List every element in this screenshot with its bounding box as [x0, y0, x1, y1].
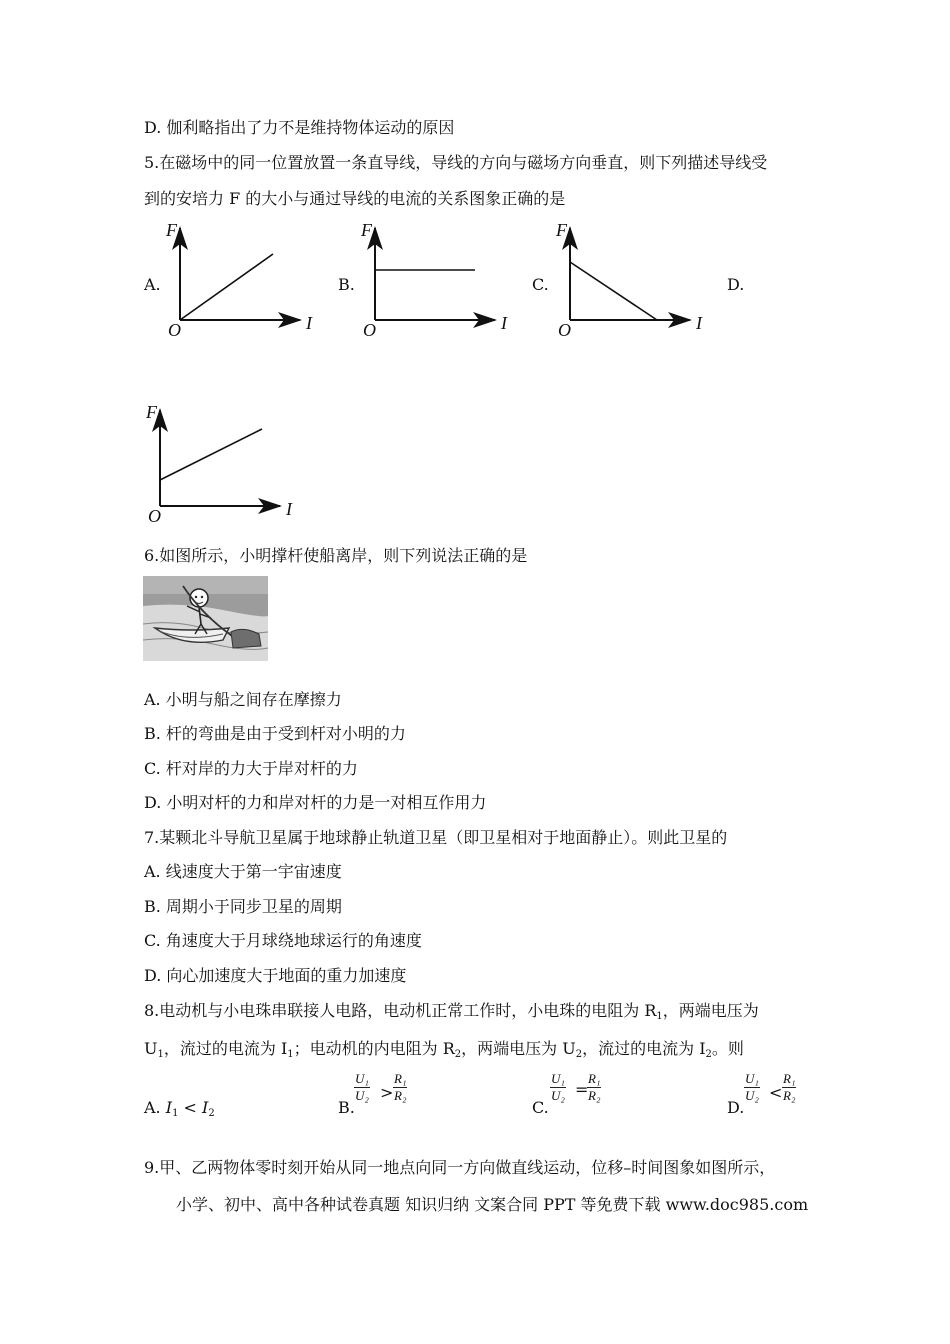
f-i-line	[570, 262, 657, 320]
x-axis-label: I	[286, 499, 292, 519]
graph-a	[160, 218, 330, 343]
q9-stem: 9.甲、乙两物体零时刻开始从同一地点向同一方向做直线运动，位移–时间图象如图所示，	[144, 1158, 776, 1177]
origin-label: O	[558, 320, 571, 340]
q5-label-b: B.	[338, 275, 355, 294]
y-axis-label: F	[361, 220, 372, 240]
q5-stem-line1: 5.在磁场中的同一位置放置一条直导线，导线的方向与磁场方向垂直，则下列描述导线受	[144, 153, 768, 172]
boat-illustration	[143, 576, 268, 661]
q8-b-frac-u: $\frac{\text{U₁}}{\text{U₂}}$	[355, 1071, 369, 1103]
q8-d-frac-u: $\frac{\text{U₁}}{\text{U₂}}$	[745, 1071, 759, 1103]
q7-option-b: B. 周期小于同步卫星的周期	[144, 897, 342, 916]
q5-label-d: D.	[727, 275, 745, 294]
x-axis-label: I	[306, 313, 312, 333]
origin-label: O	[363, 320, 376, 340]
page-footer: 小学、初中、高中各种试卷真题 知识归纳 文案合同 PPT 等免费下载 www.doc985.com	[176, 1195, 809, 1214]
y-axis-label: F	[146, 402, 157, 422]
q8-d-op: <	[769, 1083, 783, 1102]
graph-d	[140, 400, 310, 525]
f-i-line	[180, 254, 273, 320]
q8-option-c-label: C.	[532, 1098, 549, 1117]
f-i-line	[160, 429, 262, 480]
q8-option-b-label: B.	[338, 1098, 355, 1117]
graph-b	[355, 218, 525, 343]
q7-option-c: C. 角速度大于月球绕地球运行的角速度	[144, 931, 422, 950]
graph-c	[550, 218, 720, 343]
q5-label-a: A.	[144, 275, 161, 294]
q6-option-c: C. 杆对岸的力大于岸对杆的力	[144, 759, 358, 778]
q8-option-d-label: D.	[727, 1098, 745, 1117]
q8-c-frac-r: $\frac{\text{R₁}}{\text{R₂}}$	[588, 1071, 601, 1103]
q8-b-frac-r: $\frac{\text{R₁}}{\text{R₂}}$	[394, 1071, 407, 1103]
q8-c-op: =	[575, 1080, 589, 1099]
q8-stem-line2: $U_1$，流过的电流为 $I_1$；电动机的内电阻为 $R_2$，两端电压为 $U_2$，流过的电流为 $I_2$。则	[144, 1039, 744, 1060]
q8-option-a: A. $I_1 < I_2$	[144, 1098, 215, 1119]
q7-stem: 7.某颗北斗导航卫星属于地球静止轨道卫星（即卫星相对于地面静止）。则此卫星的	[144, 828, 728, 847]
q8-stem-line1: 8.电动机与小电珠串联接人电路，电动机正常工作时，小电珠的电阻为 $R_1$，两端电压为	[144, 1001, 759, 1022]
origin-label: O	[148, 506, 161, 526]
origin-label: O	[168, 320, 181, 340]
q6-option-b: B. 杆的弯曲是由于受到杆对小明的力	[144, 724, 406, 743]
q7-option-d: D. 向心加速度大于地面的重力加速度	[144, 966, 407, 985]
x-axis-label: I	[696, 313, 702, 333]
q6-option-d: D. 小明对杆的力和岸对杆的力是一对相互作用力	[144, 793, 487, 812]
y-axis-label: F	[166, 220, 177, 240]
q6-stem: 6.如图所示，小明撑杆使船离岸，则下列说法正确的是	[144, 546, 528, 565]
q7-option-a: A. 线速度大于第一宇宙速度	[144, 862, 342, 881]
q5-stem-line2: 到的安培力 F 的大小与通过导线的电流的关系图象正确的是	[144, 189, 566, 208]
y-axis-label: F	[556, 220, 567, 240]
q8-b-op: >	[380, 1083, 394, 1102]
x-axis-label: I	[501, 313, 507, 333]
q4-option-d: D. 伽利略指出了力不是维持物体运动的原因	[144, 118, 455, 137]
q5-label-c: C.	[532, 275, 549, 294]
q8-c-frac-u: $\frac{\text{U₁}}{\text{U₂}}$	[551, 1071, 565, 1103]
q6-option-a: A. 小明与船之间存在摩擦力	[144, 690, 342, 709]
q8-d-frac-r: $\frac{\text{R₁}}{\text{R₂}}$	[783, 1071, 796, 1103]
